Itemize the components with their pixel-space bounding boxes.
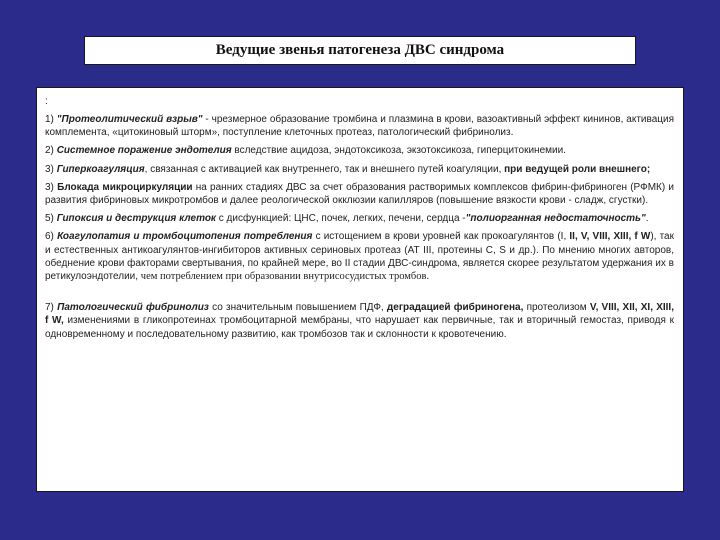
item-text: - чрезмерное образование тромбина и плазмина в крови, вазоактивный эффект кининов, активация комплемента, «цитокиновый шторм», поступление клеточных протеаз, патологический фибринолиз. (45, 114, 674, 139)
item-serif-tail: чем потреблением при образовании внутрисосудистых тромбов. (140, 271, 430, 283)
list-item-3 (45, 163, 674, 176)
item-number: 1) (45, 114, 54, 125)
item-text-3: изменениями в гликопротеинах тромбоцитарной мембраны, что нарушает как первичные, так и вторичный гемостаз, приводя к одновременному и последовательному развитию, как тромбозов так и склонности к кровотечению. (45, 315, 674, 340)
item-number: 3) (45, 181, 54, 193)
item-text: с дисфункцией: ЦНС, почек, легких, печени, сердца - (216, 213, 466, 225)
item-term: Патологический фибринолиз (57, 302, 209, 314)
slide-title: Ведущие звенья патогенеза ДВС синдрома (215, 42, 505, 58)
item-term: Гипоксия и деструкция клеток (56, 213, 216, 225)
item-text-2: ), так и естественных антикоагулянтов-ингибиторов активных сериновых протеаз (АТ III, протеины С, S и др.). По мнению многих авторов, обеднение крови факторами свертывания, по крайней мере, во II стадии ДВС-синдрома, является скорее результатом удержания их в ретикулоэндотелии, (45, 231, 674, 283)
item-term: Коагулопатия и тромбоцитопения потребления (57, 231, 313, 243)
item-term-2: "полиорганная недостаточность" (465, 213, 646, 225)
item-term: Блокада микроциркуляции (57, 181, 193, 193)
item-text: вследствие ацидоза, эндотоксикоза, экзотоксикоза, гиперцитокинемии. (231, 145, 566, 157)
item-text-2: протеолизом (523, 302, 590, 314)
item-term: Системное поражение эндотелия (56, 145, 232, 157)
item-number: 3) (45, 163, 54, 175)
colon-line: : (45, 96, 48, 107)
item-bold-factors: II, V, VIII, XIII, f W (569, 231, 651, 243)
item-term: "Протеолитический взрыв" (56, 114, 203, 125)
list-item-4 (45, 181, 674, 207)
list-item-7 (45, 301, 674, 341)
list-item-5 (45, 212, 674, 225)
item-bold-1: деградацией фибриногена, (386, 302, 524, 314)
item-number: 6) (45, 231, 54, 243)
item-term: Гиперкоагуляция (56, 163, 145, 175)
item-number: 5) (45, 213, 54, 225)
title-box (84, 36, 636, 65)
list-item-2 (45, 144, 674, 157)
item-text: , связанная с активацией как внутреннего, так и внешнего путей коагуляции, (144, 163, 505, 175)
item-text: с истощением в крови уровней как прокоагулянтов (I, (312, 231, 570, 243)
item-number: 2) (45, 145, 54, 157)
item-text-2: . (645, 213, 649, 225)
item-bold-tail: при ведущей роли внешнего; (504, 163, 651, 175)
list-item-6 (45, 230, 674, 283)
item-bold-factors: V, VIII, XII, XI, XIII, f W, (45, 302, 674, 327)
item-number: 7) (45, 302, 54, 314)
item-text: на ранних стадиях ДВС за счет образования растворимых комплексов фибрин-фибриноген (РФМК) и развития фибриновых микротромбов и далее реологической окклюзии капилляров (повышение вязкости крови - сладж, сгустки). (45, 181, 674, 207)
content-box (36, 87, 684, 492)
item-text: со значительным повышением ПДФ, (208, 302, 387, 314)
list-item-1 (45, 113, 674, 139)
